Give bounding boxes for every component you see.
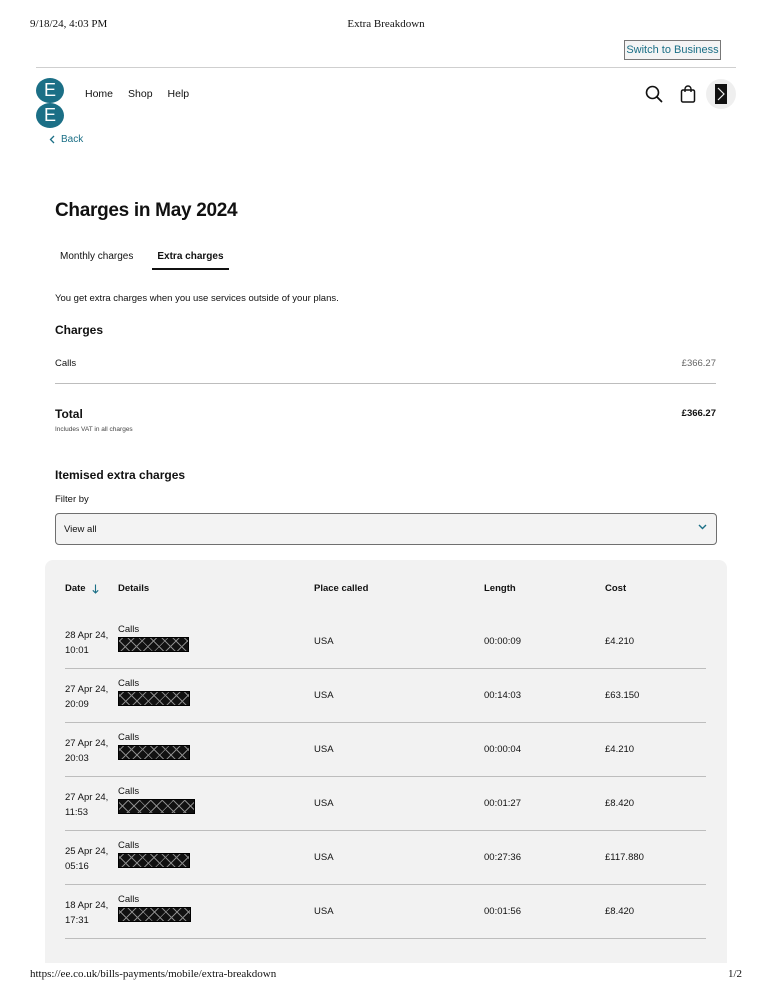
row-cost: £4.210 <box>605 744 635 755</box>
table-row <box>65 615 706 669</box>
table-row <box>65 723 706 777</box>
main-nav <box>85 88 189 100</box>
nav-help[interactable]: Help <box>167 88 190 100</box>
itemised-heading: Itemised extra charges <box>55 468 186 482</box>
row-place: USA <box>314 744 334 755</box>
row-length: 00:01:56 <box>484 906 521 917</box>
logo-letter-bottom: E <box>36 103 64 128</box>
filter-value: View all <box>64 524 97 535</box>
row-length: 00:14:03 <box>484 690 521 701</box>
table-row <box>65 777 706 831</box>
itemised-table <box>45 560 727 963</box>
table-row <box>65 831 706 885</box>
row-cost: £4.210 <box>605 636 635 647</box>
charge-row-calls <box>55 357 716 384</box>
row-length: 00:27:36 <box>484 852 521 863</box>
row-kind: Calls <box>118 732 140 743</box>
page-title: Charges in May 2024 <box>55 200 238 221</box>
print-header <box>30 18 742 34</box>
row-kind: Calls <box>118 624 140 635</box>
row-cost: £8.420 <box>605 798 635 809</box>
row-date: 25 Apr 24, 05:16 <box>65 846 109 872</box>
row-cost: £63.150 <box>605 690 640 701</box>
row-details <box>118 840 190 868</box>
back-link[interactable] <box>49 134 83 145</box>
row-details <box>118 678 190 706</box>
print-url: https://ee.co.uk/bills-payments/mobile/extra-breakdown <box>30 968 277 980</box>
row-details <box>118 786 195 814</box>
search-icon[interactable] <box>642 82 666 106</box>
charges-tabs <box>55 244 243 270</box>
row-kind: Calls <box>118 678 140 689</box>
charges-heading: Charges <box>55 323 104 337</box>
charge-amount: £366.27 <box>681 358 716 369</box>
redacted-number <box>118 907 191 922</box>
intro-text: You get extra charges when you use services outside of your plans. <box>55 293 339 304</box>
column-header-place: Place called <box>314 583 369 594</box>
row-kind: Calls <box>118 840 140 851</box>
nav-home[interactable]: Home <box>85 88 114 100</box>
redacted-number <box>118 745 190 760</box>
row-length: 00:00:09 <box>484 636 521 647</box>
redacted-number <box>118 853 190 868</box>
logo-letter-top: E <box>36 78 64 103</box>
sort-descending-icon <box>92 584 99 594</box>
row-length: 00:00:04 <box>484 744 521 755</box>
row-date: 27 Apr 24, 20:03 <box>65 738 109 764</box>
row-date: 18 Apr 24, 17:31 <box>65 900 109 926</box>
row-date: 27 Apr 24, 11:53 <box>65 792 109 818</box>
print-doc-title: Extra Breakdown <box>347 18 425 30</box>
column-header-date-label: Date <box>65 583 86 594</box>
row-length: 00:01:27 <box>484 798 521 809</box>
redacted-number <box>118 637 189 652</box>
row-place: USA <box>314 636 334 647</box>
redacted-number <box>118 691 190 706</box>
total-amount: £366.27 <box>681 408 716 419</box>
row-cost: £117.880 <box>605 852 644 863</box>
account-icon[interactable] <box>706 79 736 109</box>
shopping-bag-icon[interactable] <box>676 82 700 106</box>
row-date: 28 Apr 24, 10:01 <box>65 630 109 656</box>
row-details <box>118 894 191 922</box>
filter-select[interactable] <box>55 513 717 545</box>
column-header-length: Length <box>484 583 516 594</box>
row-details <box>118 732 190 760</box>
vat-note: Includes VAT in all charges <box>55 426 133 433</box>
row-details <box>118 624 189 652</box>
row-date: 27 Apr 24, 20:09 <box>65 684 109 710</box>
chevron-down-icon <box>698 524 707 530</box>
header-divider <box>36 67 736 68</box>
row-place: USA <box>314 690 334 701</box>
tab-monthly-charges[interactable]: Monthly charges <box>60 251 134 262</box>
chevron-left-icon <box>49 135 55 144</box>
print-footer <box>30 968 742 984</box>
total-label: Total <box>55 407 83 421</box>
filter-label: Filter by <box>55 494 89 505</box>
column-header-date[interactable] <box>65 583 99 594</box>
back-label: Back <box>61 134 84 145</box>
print-page-number: 1/2 <box>727 968 742 980</box>
table-row <box>65 885 706 939</box>
column-header-cost: Cost <box>605 583 627 594</box>
row-place: USA <box>314 798 334 809</box>
row-place: USA <box>314 906 334 917</box>
row-kind: Calls <box>118 894 140 905</box>
redacted-number <box>118 799 195 814</box>
nav-shop[interactable]: Shop <box>128 88 153 100</box>
tab-extra-charges[interactable]: Extra charges <box>152 244 228 270</box>
row-cost: £8.420 <box>605 906 635 917</box>
print-datetime: 9/18/24, 4:03 PM <box>30 18 108 30</box>
row-place: USA <box>314 852 334 863</box>
row-kind: Calls <box>118 786 140 797</box>
column-header-details: Details <box>118 583 150 594</box>
table-row <box>65 669 706 723</box>
ee-logo[interactable] <box>36 78 64 128</box>
switch-to-business-button[interactable]: Switch to Business <box>624 40 721 60</box>
charge-label: Calls <box>55 358 77 369</box>
